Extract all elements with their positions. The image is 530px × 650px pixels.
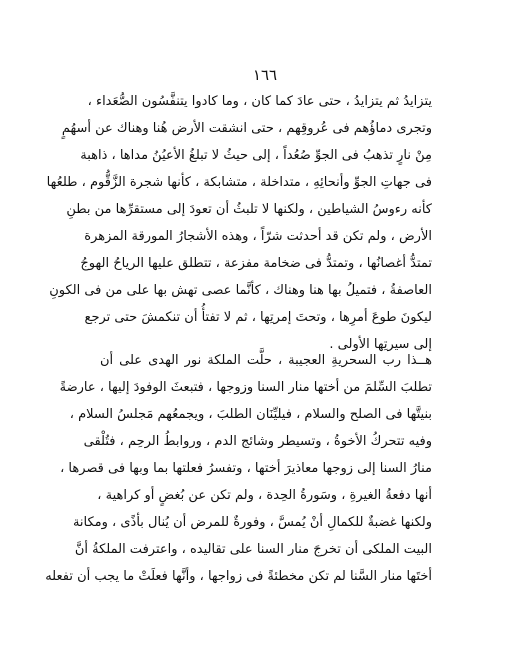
text-line: وفيه تتحركُ الأخوةُ ، وتسيطر وشائج الدم ، وروابطُ الرحِم ، فتُلْقى: [83, 434, 432, 449]
text-line: ليكونَ طوعَ أمرِها ، وتحتَ إمرتِها ، ثم لا تفتأُ أن تنكمشَ حتى ترجع: [84, 310, 432, 325]
text-line: منارُ السنا إلى زوجها معاذيرَ أختها ، وتفسرُ فعلتها بما وبها فى قصرها ،: [60, 461, 432, 476]
text-line: تطلبَ السِّلمَ من أختها منار السنا وزوجها ، فتبعثَ الوفودَ إليها ، عارضةً: [59, 380, 432, 395]
page-number: ١٦٦: [252, 66, 278, 84]
text-line: يتزايدُ ثم يتزايدُ ، حتى عادَ كما كان ، وما كادوا يتنفَّسُون الصُّعَداء ،: [87, 94, 432, 109]
text-line: أنها دفعةُ الغيرةِ ، وسَورةُ الحِدة ، ولم تكن عن بُغضٍ أو كراهية ،: [97, 488, 432, 503]
text-line: تمتدُّ أغصانُها ، وتمتدُّ فى ضخامة مفزعة ، تتطلق عليها الرياحُ الهوجُ: [80, 256, 432, 271]
paragraph-2: [45, 347, 432, 590]
paragraph-1: [46, 88, 432, 358]
text-line: إلى سيرتِها الأولى .: [329, 337, 432, 352]
text-line: هــذا رب السحريةِ العجيبة ، حلَّت الملكة نور الهدى على أن: [100, 353, 432, 368]
text-line: بنيتَّها فى الصلح والسلام ، فيليِّنَان الطلبَ ، ويجمعُهم مَجلسُ السلام ،: [69, 407, 432, 422]
text-line: البيت الملكى أن تخرجَ منار السنا على تقاليده ، واعترفت الملكةُ أنَّ: [74, 542, 432, 557]
text-line: العاصفةُ ، فتميلُ بها هنا وهناك ، كأنَّما عصى تهش بها على من فى الكونِ: [49, 283, 432, 298]
text-line: أختَها منار السَّنا لم تكن مخطئةً فى زواجها ، وأنَّها فعلَتْ ما يجب أن تفعله: [45, 569, 432, 584]
text-line: الأرض ، ولم تكن قد أحدثت شرّاً ، وهذه الأشجارُ المورقة المزهرة: [84, 229, 432, 244]
text-line: كأنه رءوسُ الشياطين ، ولكنها لا تلبثُ أن تعودَ إلى مستقرِّها من بطنِ: [66, 202, 432, 217]
text-line: مِنْ نارٍ تذهبُ فى الجوِّ صُعُداً ، إلى حيثُ لا تبلغُ الأعيُنُ مداها ، ذاهبة: [80, 148, 432, 163]
text-line: فى جهاتِ الجوِّ وأنحائِهِ ، متداخلة ، متشابكة ، كأنها شجرة الزَّقُّوم ، طلعُها: [46, 175, 432, 190]
text-line: وتجرى دماؤُهم فى عُروقِهم ، حتى انشقت الأرض هُنا وهناك عن أسهُمٍ: [61, 121, 432, 136]
text-line: ولكنها غضبةٌ للكمالِ أنْ يُمسَّ ، وفورةٌ للمرض أن يُنال بأذًى ، ومكانة: [72, 515, 432, 530]
